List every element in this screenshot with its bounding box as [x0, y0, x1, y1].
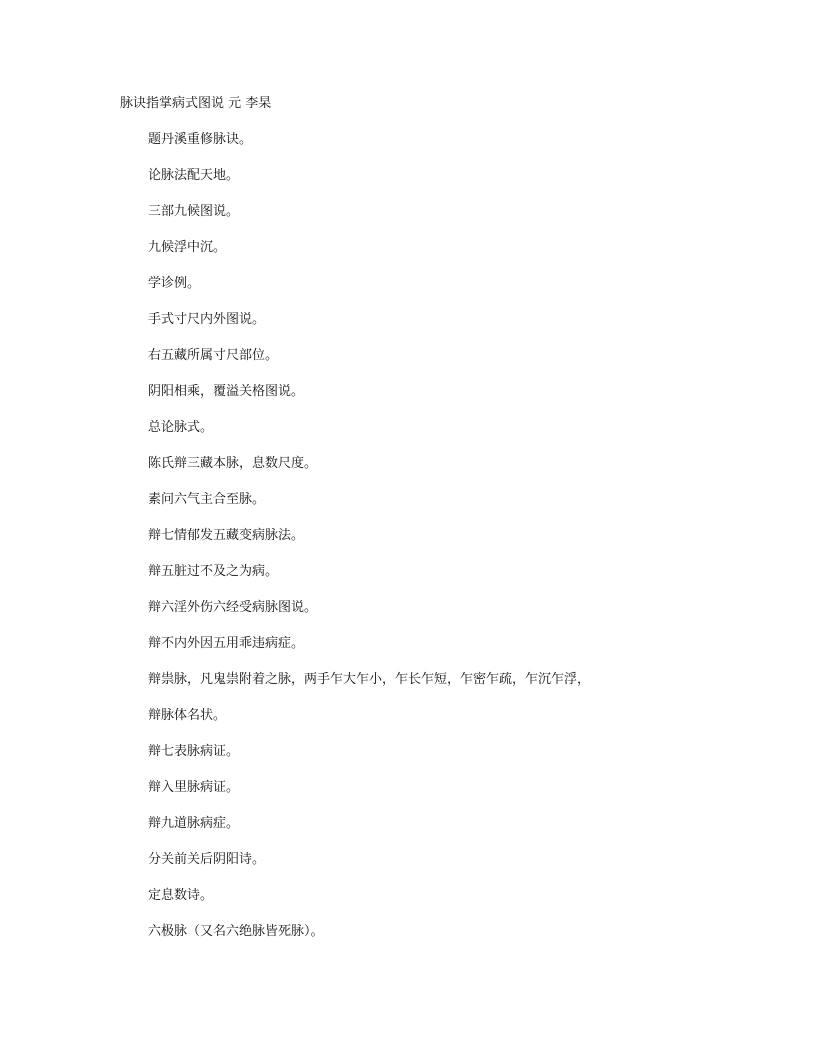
list-item: 分关前关后阴阳诗。	[148, 852, 266, 867]
list-item: 三部九候图说。	[148, 204, 240, 219]
list-item: 总论脉式。	[148, 420, 214, 435]
list-item: 陈氏辩三藏本脉，息数尺度。	[148, 456, 318, 471]
list-item: 阴阳相乘，覆溢关格图说。	[148, 384, 305, 399]
list-item: 辩七表脉病证。	[148, 744, 240, 759]
list-item: 六极脉（又名六绝脉皆死脉）。	[148, 924, 324, 939]
list-item: 辩脉体名状。	[148, 708, 227, 723]
list-item: 辩六淫外伤六经受病脉图说。	[148, 600, 318, 615]
list-item: 题丹溪重修脉诀。	[148, 132, 253, 147]
contents-list	[148, 130, 590, 958]
list-item: 辩祟脉，凡鬼祟附着之脉，两手乍大乍小，乍长乍短，乍密乍疏，乍沉乍浮，	[148, 672, 591, 687]
list-item: 九候浮中沉。	[148, 240, 227, 255]
list-item: 手式寸尺内外图说。	[148, 312, 266, 327]
list-item: 定息数诗。	[148, 888, 214, 903]
list-item: 辩入里脉病证。	[148, 780, 240, 795]
list-item: 学诊例。	[148, 276, 201, 291]
list-item: 辩五脏过不及之为病。	[148, 564, 279, 579]
list-item: 素问六气主合至脉。	[148, 492, 266, 507]
list-item: 辩不内外因五用乖违病症。	[148, 636, 305, 651]
list-item: 辩七情郁发五藏变病脉法。	[148, 528, 305, 543]
list-item: 论脉法配天地。	[148, 168, 240, 183]
document-title: 脉诀指掌病式图说 元 李杲	[120, 96, 272, 111]
list-item: 右五藏所属寸尺部位。	[148, 348, 279, 363]
list-item: 辩九道脉病症。	[148, 816, 240, 831]
